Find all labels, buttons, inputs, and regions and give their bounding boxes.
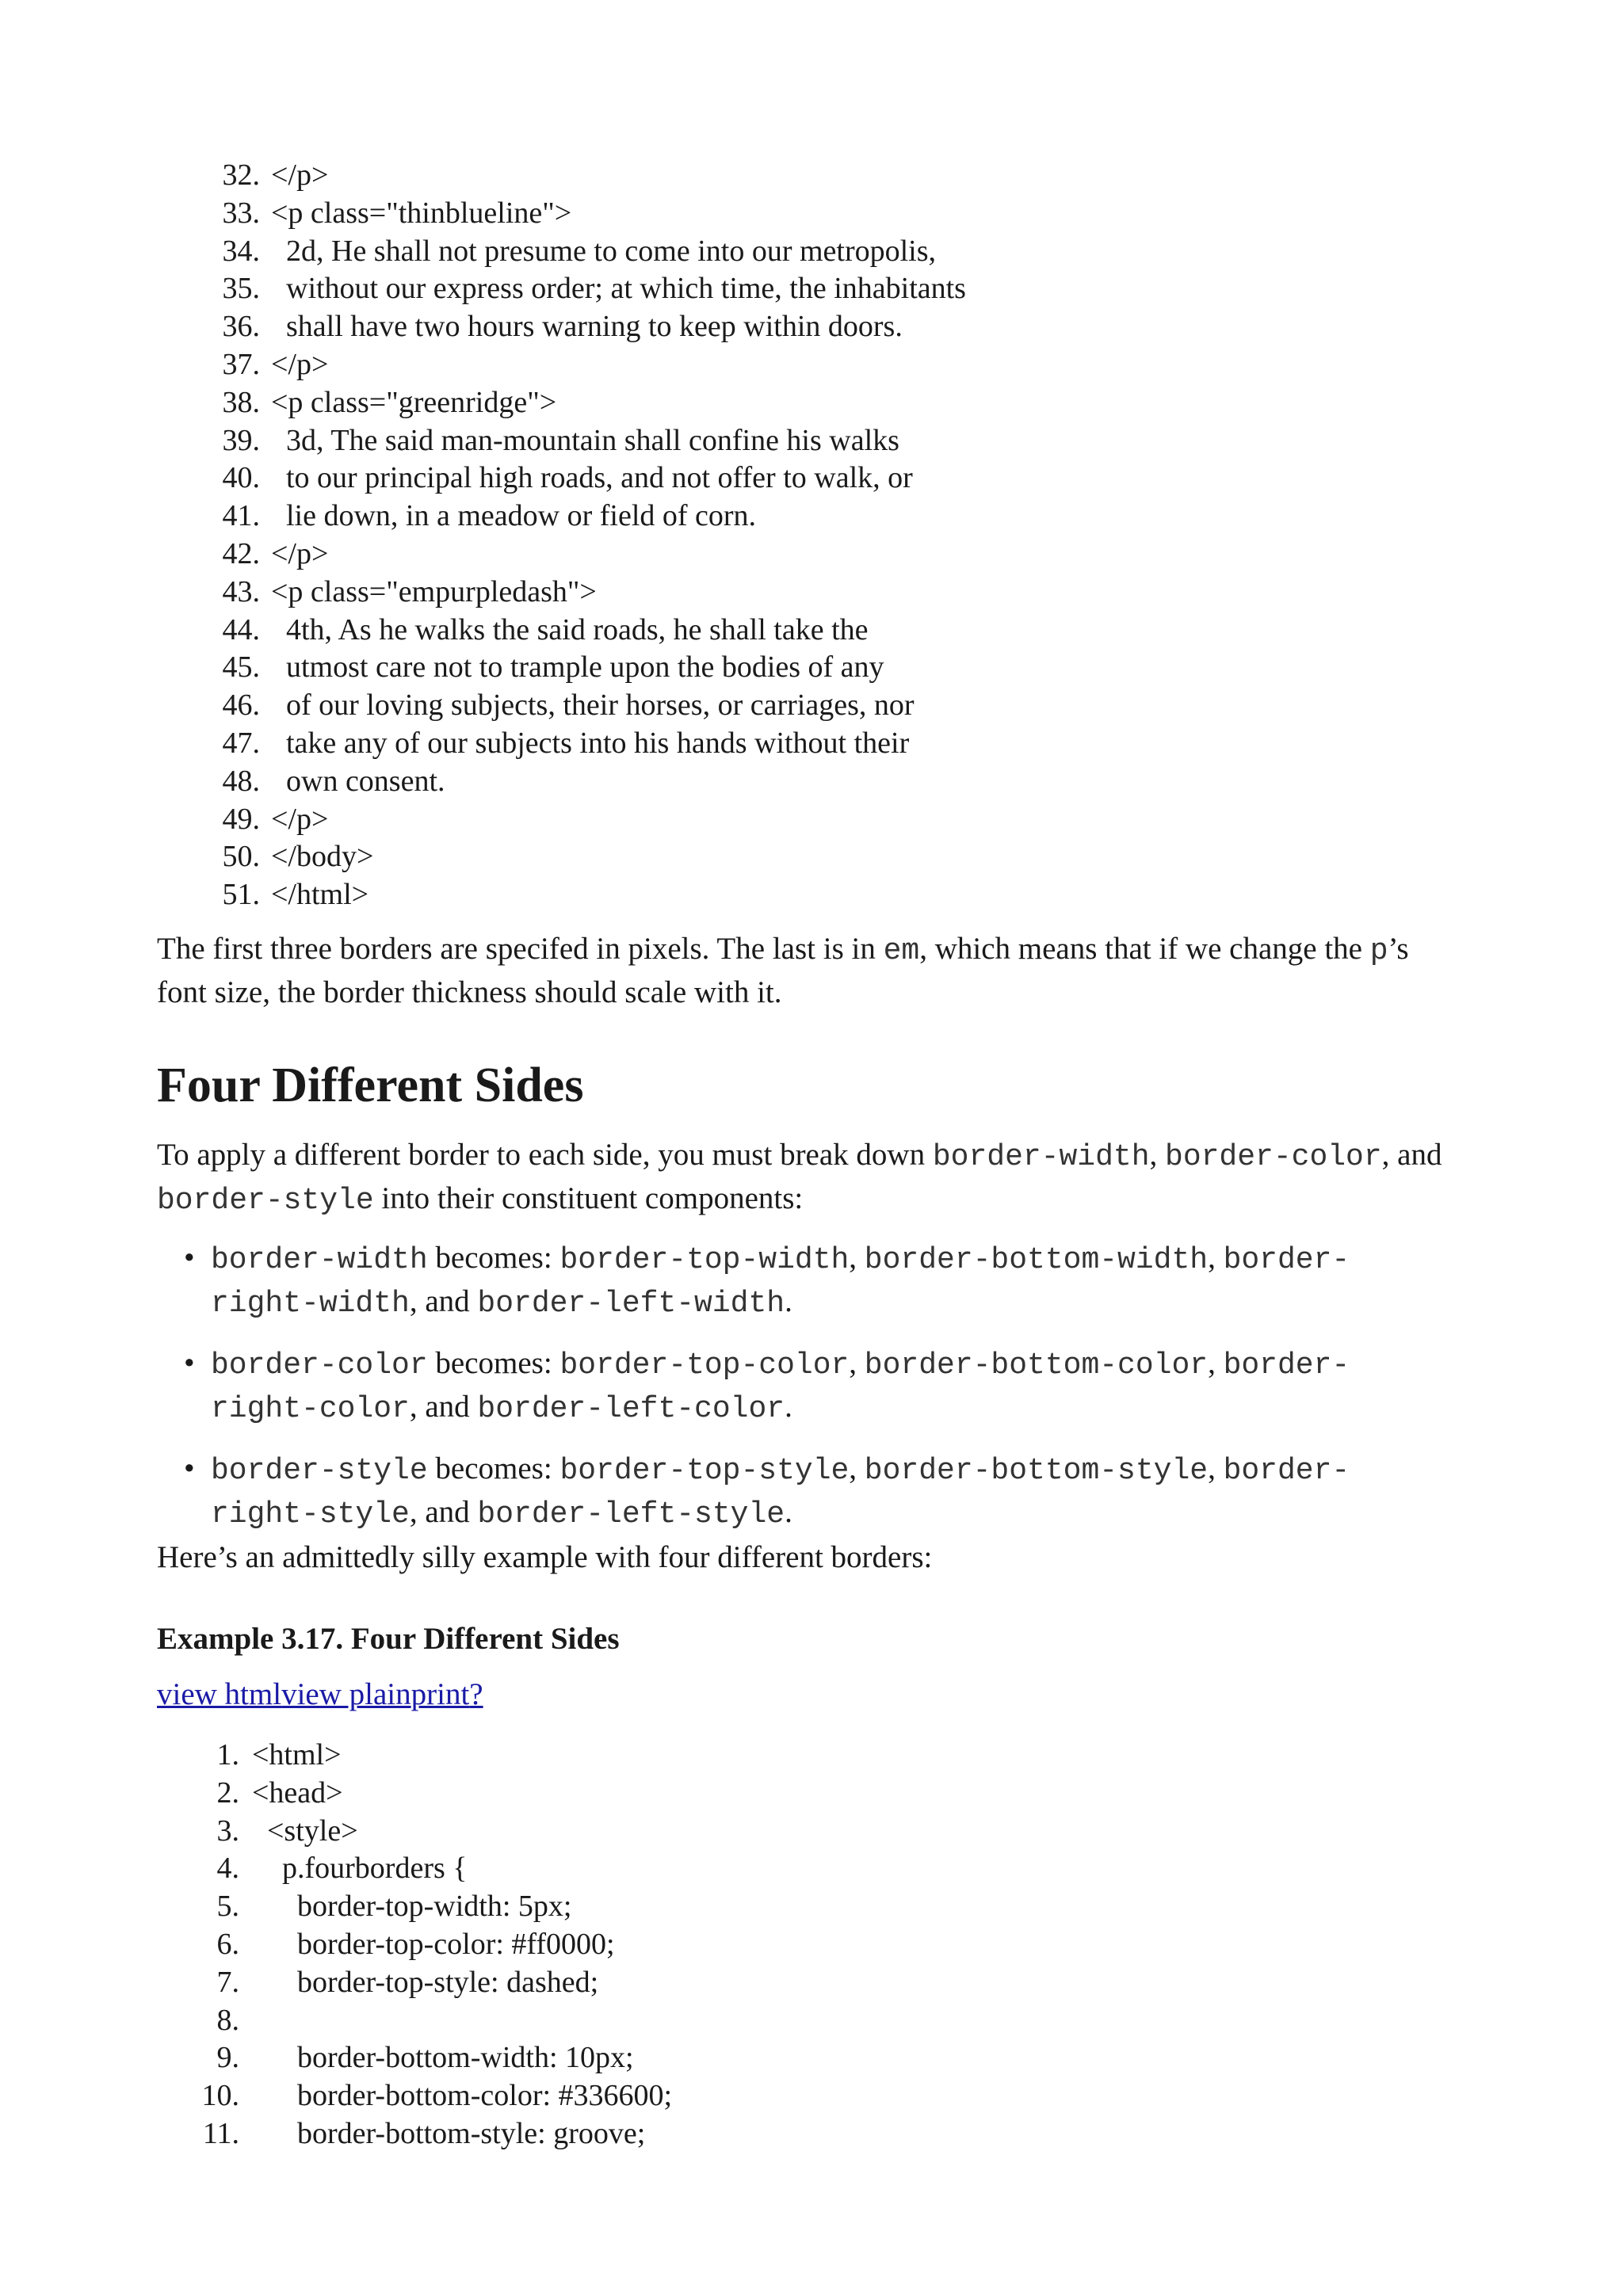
inline-code: border-left-style <box>477 1497 785 1531</box>
bullet-icon: • <box>184 1451 195 1486</box>
code-text: <p class="thinblueline"> <box>271 196 572 230</box>
list-text: becomes: <box>427 1346 560 1380</box>
line-number: 41. <box>222 499 260 533</box>
bullet-icon: • <box>184 1241 195 1275</box>
example-title: Example 3.17. Four Different Sides <box>157 1622 620 1656</box>
inline-code: border-color <box>211 1348 428 1383</box>
list-text: . <box>785 1495 792 1529</box>
line-number: 5. <box>216 1890 239 1924</box>
line-number: 35. <box>222 272 260 306</box>
line-number: 49. <box>222 802 260 836</box>
code-text: border-bottom-style: groove; <box>252 2116 646 2150</box>
line-number: 40. <box>222 461 260 495</box>
line-number: 8. <box>216 2003 239 2037</box>
code-text: <html> <box>252 1738 342 1772</box>
inline-code: border-top-width <box>559 1243 850 1277</box>
code-text: 4th, As he walks the said roads, he shall take the <box>271 612 869 646</box>
section-paragraph <box>157 1135 1457 1222</box>
inline-code: border-color <box>1165 1140 1382 1174</box>
inline-code: border-right-color <box>211 1348 1350 1426</box>
code-text: p.fourborders { <box>252 1852 468 1886</box>
help-link[interactable]: ? <box>469 1677 483 1711</box>
list-text: , <box>1208 1241 1224 1275</box>
inline-code: border-bottom-style <box>864 1454 1209 1488</box>
code-text: <head> <box>252 1775 343 1810</box>
line-number: 39. <box>222 423 260 457</box>
code-text: <p class="greenridge"> <box>271 385 557 419</box>
line-number: 46. <box>222 688 260 723</box>
paragraph-text: , and <box>1381 1138 1442 1172</box>
list-text: , and <box>409 1390 478 1424</box>
line-number: 2. <box>216 1775 239 1810</box>
code-text: own consent. <box>271 764 445 798</box>
line-number: 43. <box>222 574 260 608</box>
inline-code: border-width <box>932 1140 1150 1174</box>
line-number: 1. <box>216 1738 239 1772</box>
code-text: lie down, in a meadow or field of corn. <box>271 499 757 533</box>
paragraph-text: into their constituent components: <box>373 1181 804 1215</box>
inline-code: border-right-width <box>211 1243 1350 1321</box>
list-text: becomes: <box>427 1451 560 1486</box>
code-text: </p> <box>271 158 329 192</box>
line-number: 4. <box>216 1852 239 1886</box>
code-text: </p> <box>271 347 329 381</box>
list-item <box>184 1343 1447 1430</box>
inline-code: border-top-color <box>559 1348 850 1383</box>
bullet-icon: • <box>184 1346 195 1380</box>
paragraph-text: ’s font size, the border thickness should scale with it. <box>157 932 1409 1009</box>
code-text: <style> <box>252 1814 358 1848</box>
code-toolbar <box>157 1674 483 1715</box>
line-number: 10. <box>201 2079 239 2113</box>
inline-code: p <box>1369 934 1388 968</box>
inline-code: border-style <box>211 1454 428 1488</box>
inline-code: border-bottom-color <box>864 1348 1209 1383</box>
line-number: 7. <box>216 1965 239 1999</box>
list-text: . <box>785 1390 792 1424</box>
print-link[interactable]: print <box>411 1677 470 1711</box>
code-text: to our principal high roads, and not offer to walk, or <box>271 461 913 495</box>
line-number: 38. <box>222 385 260 419</box>
closing-paragraph: Here’s an admittedly silly example with four different borders: <box>157 1540 933 1574</box>
code-text: border-bottom-width: 10px; <box>252 2041 634 2075</box>
paragraph-text: , <box>1149 1138 1166 1172</box>
inline-code: border-left-width <box>477 1287 785 1321</box>
line-number: 48. <box>222 764 260 798</box>
list-text: . <box>785 1284 792 1318</box>
line-number: 37. <box>222 347 260 381</box>
inline-code: border-width <box>211 1243 428 1277</box>
line-number: 42. <box>222 536 260 570</box>
list-item <box>184 1448 1447 1535</box>
inline-code: border-left-color <box>477 1392 785 1426</box>
inline-code: border-bottom-width <box>864 1243 1209 1277</box>
line-number: 34. <box>222 234 260 268</box>
list-item <box>184 1238 1447 1325</box>
code-text: 2d, He shall not presume to come into our metropolis, <box>271 234 937 268</box>
list-text: , and <box>409 1495 478 1529</box>
intro-paragraph <box>157 929 1457 1013</box>
code-text: of our loving subjects, their horses, or carriages, nor <box>271 688 915 723</box>
list-text: becomes: <box>427 1241 560 1275</box>
inline-code: em <box>883 934 920 968</box>
paragraph-text: , which means that if we change the <box>919 932 1370 966</box>
code-text: </p> <box>271 802 329 836</box>
paragraph-text: To apply a different border to each side, you must break down <box>157 1138 933 1172</box>
code-text: border-top-color: #ff0000; <box>252 1927 615 1961</box>
code-text: <p class="empurpledash"> <box>271 574 597 608</box>
code-text: border-top-style: dashed; <box>252 1965 599 1999</box>
inline-code: border-right-style <box>211 1454 1350 1531</box>
list-text: , <box>849 1346 865 1380</box>
code-text: border-bottom-color: #336600; <box>252 2079 673 2113</box>
code-text: take any of our subjects into his hands without their <box>271 726 910 760</box>
line-number: 6. <box>216 1927 239 1961</box>
line-number: 50. <box>222 840 260 874</box>
view-html-link[interactable]: view html <box>157 1677 282 1711</box>
line-number: 45. <box>222 650 260 685</box>
paragraph-text: The first three borders are specifed in pixels. The last is in <box>157 932 884 966</box>
inline-code: border-top-style <box>559 1454 850 1488</box>
list-text: , <box>1208 1451 1224 1486</box>
line-number: 47. <box>222 726 260 760</box>
code-text: utmost care not to trample upon the bodies of any <box>271 650 884 685</box>
code-text: 3d, The said man-mountain shall confine his walks <box>271 423 899 457</box>
code-text: shall have two hours warning to keep within doors. <box>271 310 903 344</box>
view-plain-link[interactable]: view plain <box>281 1677 411 1711</box>
list-text: , <box>1208 1346 1224 1380</box>
property-list <box>184 1238 1447 1554</box>
line-number: 36. <box>222 310 260 344</box>
inline-code: border-style <box>157 1184 374 1218</box>
section-heading: Four Different Sides <box>157 1058 584 1112</box>
line-number: 32. <box>222 158 260 192</box>
line-number: 51. <box>222 878 260 912</box>
line-number: 9. <box>216 2041 239 2075</box>
code-text: without our express order; at which time, the inhabitants <box>271 272 966 306</box>
code-text: </p> <box>271 536 329 570</box>
line-number: 33. <box>222 196 260 230</box>
line-number: 3. <box>216 1814 239 1848</box>
list-text: , <box>849 1451 865 1486</box>
code-text: </html> <box>271 878 369 912</box>
list-text: , and <box>409 1284 478 1318</box>
code-text: </body> <box>271 840 374 874</box>
line-number: 11. <box>202 2116 239 2150</box>
list-text: , <box>849 1241 865 1275</box>
line-number: 44. <box>222 612 260 646</box>
code-text: border-top-width: 5px; <box>252 1890 572 1924</box>
